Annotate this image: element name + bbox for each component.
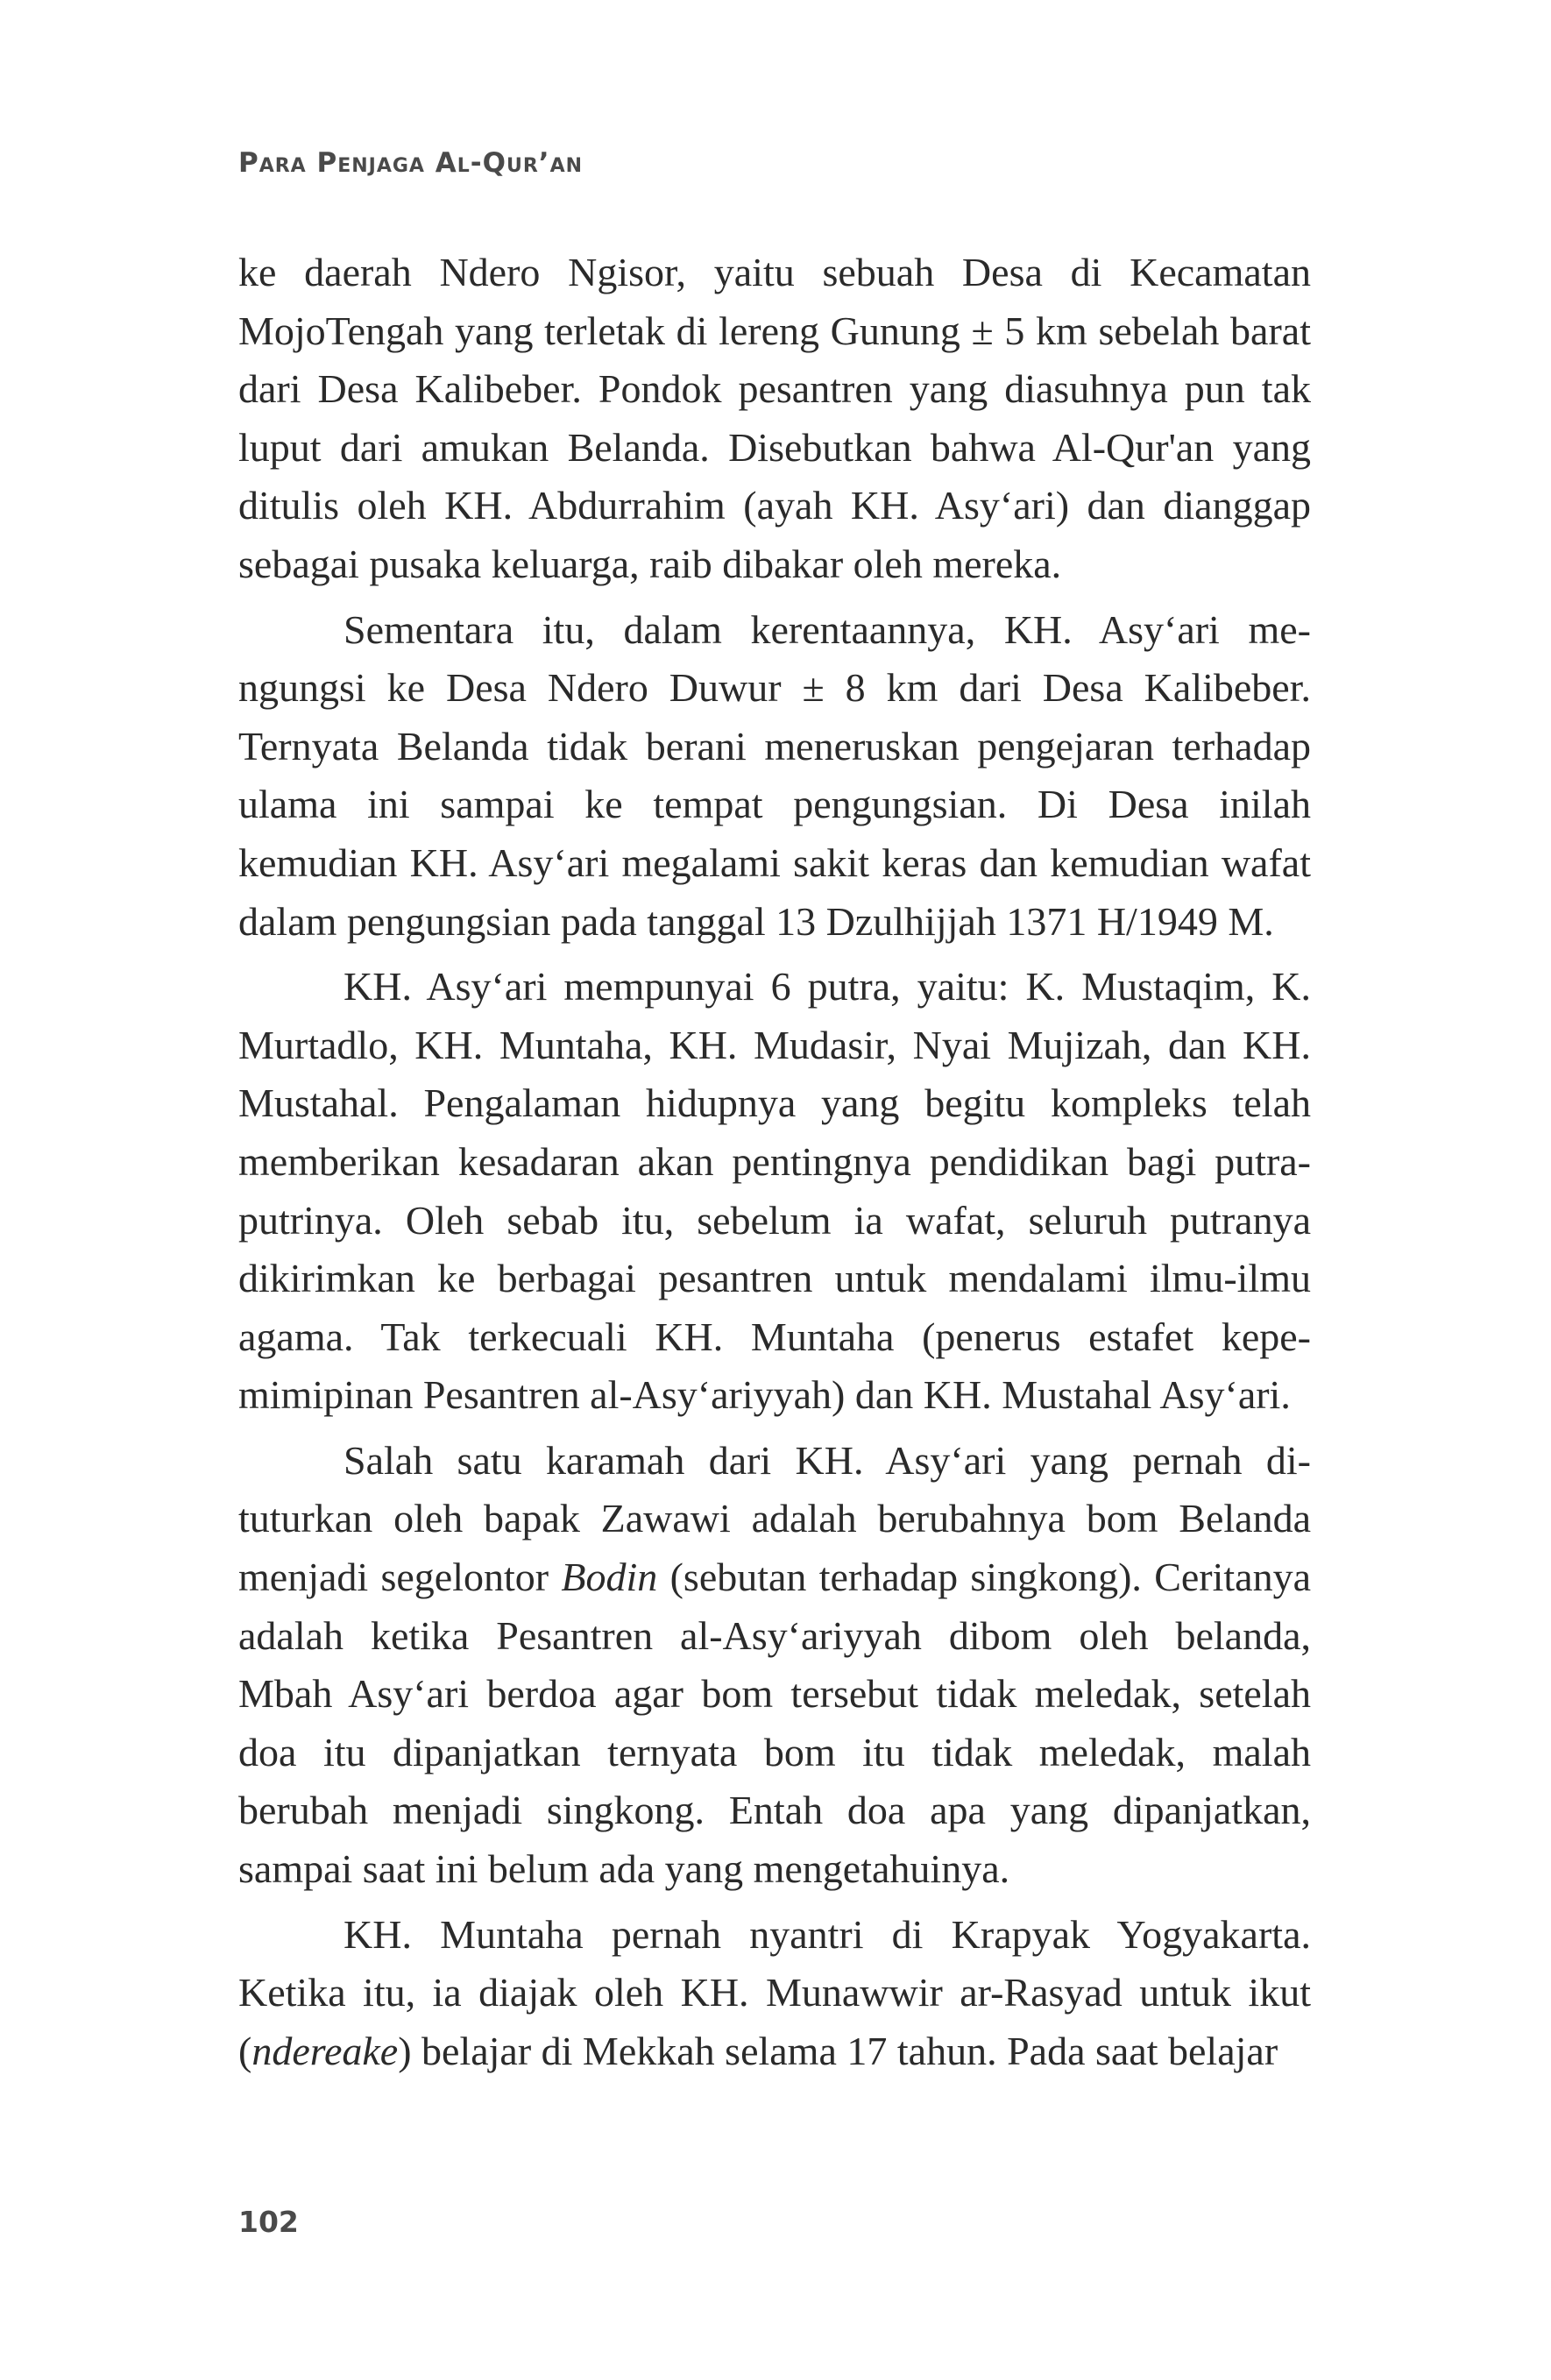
body-text — [238, 244, 1311, 2080]
paragraph-4-text-after: (sebutan terhadap singkong). Ceritanya adalah ketika Pesantren al-Asy‘ariyyah dibom oleh belanda, Mbah Asy‘ari berdoa agar bom tersebut tidak meledak, setelah doa itu dipanjatkan ternyata bom itu tidak meledak, malah berubah menjadi singkong. Entah doa apa yang dipanjatkan, sampai saat ini belum ada yang mengetahuinya. — [238, 1555, 1312, 1892]
page-number: 102 — [238, 2205, 299, 2239]
italic-term-ndereake: ndereake — [251, 2028, 399, 2073]
italic-term-bodin: Bodin — [561, 1555, 658, 1600]
paragraph-3: KH. Asy‘ari mempunyai 6 putra, yaitu: K. Mustaqim, K. Murtadlo, KH. Muntaha, KH. Mudasir, Nyai Mujizah, dan KH. Mustahal. Pengalaman hidupnya yang begitu kompleks telah memberikan kesadaran akan pentingnya pendidikan bagi putra-putrinya. Oleh sebab itu, sebelum ia wafat, seluruh putranya dikirimkan ke berbagai pesantren untuk mendalami ilmu-ilmu agama. Tak terkecuali KH. Muntaha (penerus estafet kepemimipinan Pesantren al-Asy‘ariyyah) dan KH. Mustahal Asy‘ari. — [238, 964, 1311, 1418]
paragraph-5-text-after: ) belajar di Mekkah selama 17 tahun. Pada saat belajar — [398, 2028, 1278, 2073]
running-header: Para Penjaga Al-Qur’an — [238, 147, 584, 179]
paragraph-4 — [238, 1432, 1311, 1899]
paragraph-2: Sementara itu, dalam kerentaannya, KH. Asy‘ari mengungsi ke Desa Ndero Duwur ± 8 km dari Desa Kalibeber. Ternyata Belanda tidak berani meneruskan pengejaran terhadap ulama ini sampai ke tempat pengungsian. Di Desa inilah kemudian KH. Asy‘ari megalami sakit keras dan kemudian wafat dalam pengungsian pada tanggal 13 Dzulhijjah 1371 H/1949 M. — [238, 606, 1311, 944]
paragraph-1: ke daerah Ndero Ngisor, yaitu sebuah Desa di Kecamatan MojoTengah yang terletak di lereng Gunung ± 5 km sebelah barat dari Desa Kalibeber. Pondok pesantren yang diasuhnya pun tak luput dari amukan Belanda. Disebutkan bahwa Al-Qur'an yang ditulis oleh KH. Abdurrahim (ayah KH. Asy‘ari) dan dianggap sebagai pusaka keluarga, raib dibakar oleh mereka. — [238, 250, 1311, 586]
paragraph-5 — [238, 1906, 1311, 2081]
paragraph-4-text-before: Salah satu karamah dari KH. Asy‘ari yang pernah dituturkan oleh bapak Zawawi adalah berubahnya bom Belanda menjadi segelontor — [238, 1437, 1311, 1600]
paragraph-5-text-before: KH. Muntaha pernah nyantri di Krapyak Yogyakarta. Ketika itu, ia diajak oleh KH. Munawwir ar-Rasyad untuk ikut ( — [238, 1911, 1311, 2073]
